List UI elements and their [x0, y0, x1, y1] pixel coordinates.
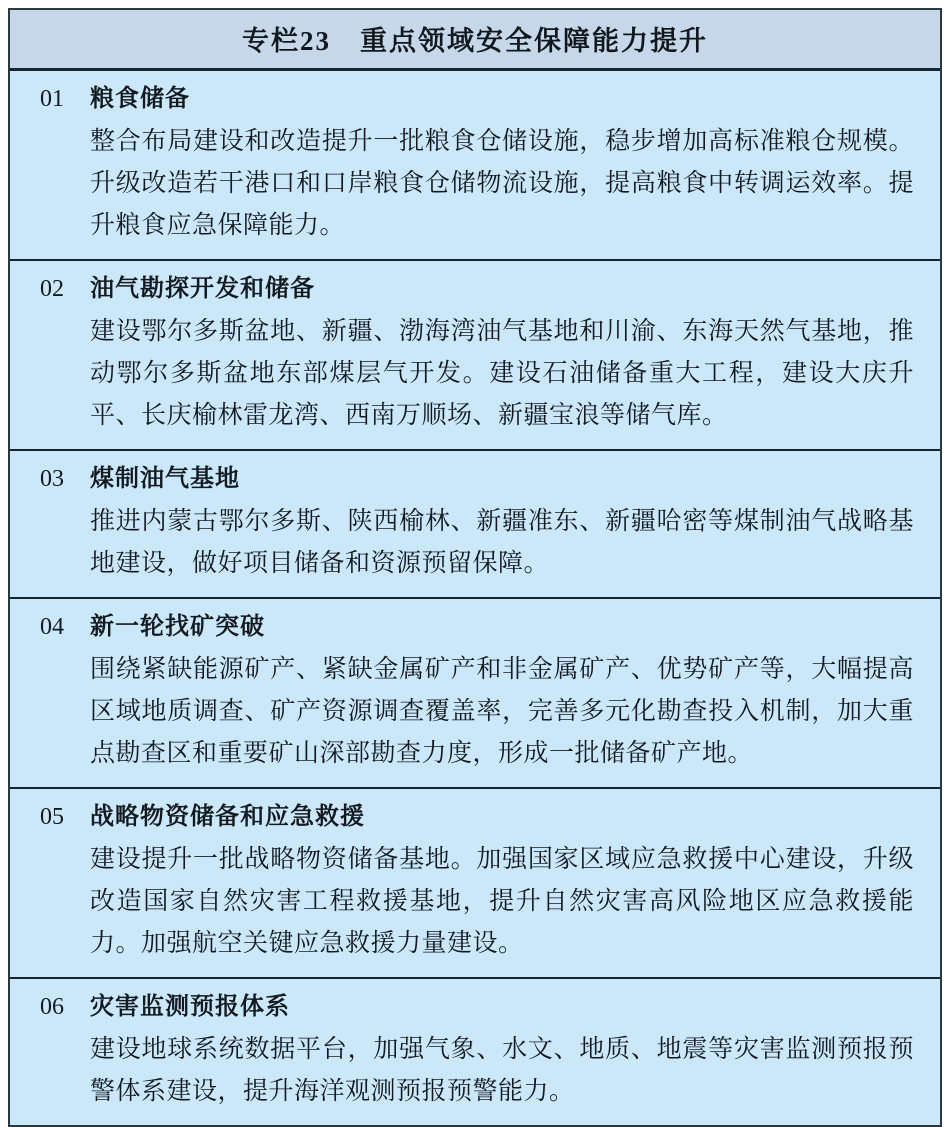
section-row [10, 261, 940, 451]
section-number: 03 [40, 466, 64, 492]
section-heading-row [40, 457, 914, 501]
section-heading-row [40, 605, 914, 649]
section-body: 建设鄂尔多斯盆地、新疆、渤海湾油气基地和川渝、东海天然气基地，推动鄂尔多斯盆地东部煤层气开发。建设石油储备重大工程，建设大庆升平、长庆榆林雷龙湾、西南万顺场、新疆宝浪等储气库。 [90, 318, 914, 429]
section-heading: 战略物资储备和应急救援 [90, 804, 365, 830]
box-title: 专栏23 重点领域安全保障能力提升 [10, 10, 940, 71]
section-heading: 油气勘探开发和储备 [90, 276, 315, 302]
section-heading: 灾害监测预报体系 [90, 994, 290, 1020]
policy-box [8, 8, 942, 1127]
section-heading: 粮食储备 [90, 86, 190, 112]
section-body: 围绕紧缺能源矿产、紧缺金属矿产和非金属矿产、优势矿产等，大幅提高区域地质调查、矿产资源调查覆盖率，完善多元化勘查投入机制，加大重点勘查区和重要矿山深部勘查力度，形成一批储备矿产地。 [90, 656, 914, 767]
section-number: 01 [40, 86, 64, 112]
section-row [10, 451, 940, 599]
section-heading-row [40, 267, 914, 311]
section-row [10, 979, 940, 1125]
section-number: 05 [40, 804, 64, 830]
section-heading: 新一轮找矿突破 [90, 614, 265, 640]
section-row [10, 599, 940, 789]
section-body: 建设地球系统数据平台，加强气象、水文、地质、地震等灾害监测预报预警体系建设，提升海洋观测预报预警能力。 [90, 1036, 914, 1105]
section-body: 建设提升一批战略物资储备基地。加强国家区域应急救援中心建设，升级改造国家自然灾害工程救援基地，提升自然灾害高风险地区应急救援能力。加强航空关键应急救援力量建设。 [90, 846, 914, 957]
section-heading-row [40, 795, 914, 839]
section-body: 推进内蒙古鄂尔多斯、陕西榆林、新疆准东、新疆哈密等煤制油气战略基地建设，做好项目储备和资源预留保障。 [90, 508, 914, 577]
section-number: 06 [40, 994, 64, 1020]
section-number: 02 [40, 276, 64, 302]
section-body: 整合布局建设和改造提升一批粮食仓储设施，稳步增加高标准粮仓规模。升级改造若干港口和口岸粮食仓储物流设施，提高粮食中转调运效率。提升粮食应急保障能力。 [90, 128, 914, 239]
section-heading-row [40, 985, 914, 1029]
section-heading-row [40, 77, 914, 121]
section-heading: 煤制油气基地 [90, 466, 240, 492]
section-row [10, 789, 940, 979]
section-number: 04 [40, 614, 64, 640]
section-row [10, 71, 940, 261]
